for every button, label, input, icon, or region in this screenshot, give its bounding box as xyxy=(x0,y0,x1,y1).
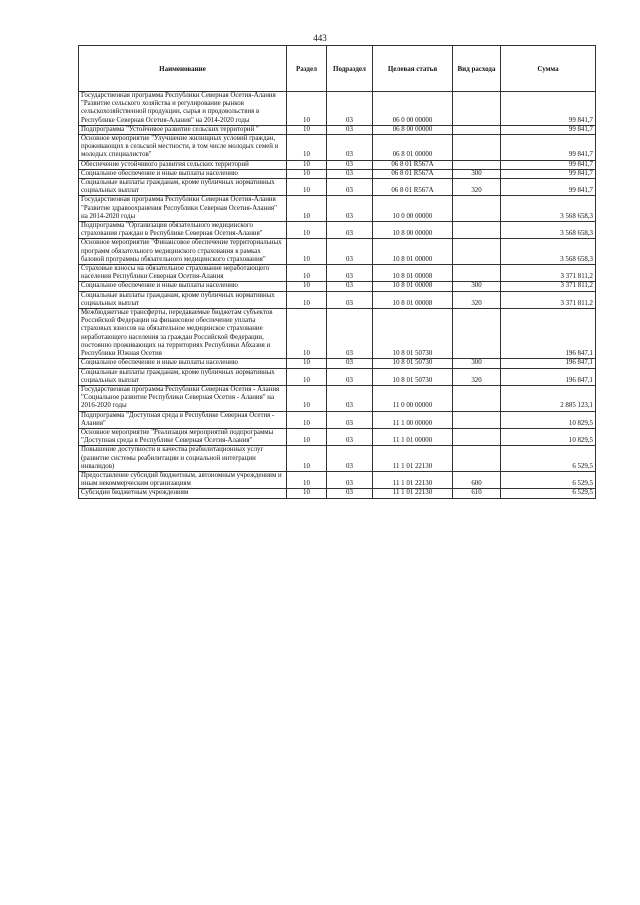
table-row xyxy=(79,135,596,161)
header-subsection: Подраздел xyxy=(327,46,373,92)
row-target-article: 11 1 01 22130 xyxy=(373,471,453,488)
row-amount: 10 829,5 xyxy=(501,428,596,445)
row-target-article: 10 8 01 00000 xyxy=(373,239,453,265)
row-target-article: 06 0 00 00000 xyxy=(373,92,453,126)
row-name: Социальное обеспечение и иные выплаты населению xyxy=(79,169,287,178)
row-section: 10 xyxy=(287,222,327,239)
row-expense-type: 610 xyxy=(453,489,501,498)
page-number: 443 xyxy=(313,33,327,43)
row-target-article: 11 1 01 22130 xyxy=(373,489,453,498)
row-section: 10 xyxy=(287,179,327,196)
table-header-row xyxy=(79,46,596,92)
row-name: Основное мероприятие "Реализация мероприятий подпрограммы "Доступная среда в Республике Северная Осетия-Алания" xyxy=(79,428,287,445)
row-target-article: 06 8 01 00000 xyxy=(373,135,453,161)
table-row xyxy=(79,291,596,308)
row-target-article: 10 8 01 50730 xyxy=(373,359,453,368)
row-expense-type xyxy=(453,446,501,472)
row-amount: 196 847,1 xyxy=(501,309,596,359)
row-amount: 99 841,7 xyxy=(501,92,596,126)
header-amount: Сумма xyxy=(501,46,596,92)
row-amount: 99 841,7 xyxy=(501,179,596,196)
row-expense-type xyxy=(453,265,501,282)
row-amount: 99 841,7 xyxy=(501,160,596,169)
row-section: 10 xyxy=(287,309,327,359)
table-row xyxy=(79,282,596,291)
row-subsection: 03 xyxy=(327,489,373,498)
row-subsection: 03 xyxy=(327,169,373,178)
row-subsection: 03 xyxy=(327,446,373,472)
row-expense-type xyxy=(453,196,501,222)
row-section: 10 xyxy=(287,385,327,411)
row-section: 10 xyxy=(287,135,327,161)
row-name: Подпрограмма "Организация обязательного медицинского страхования граждан в Республике Северная Осетия-Алания" xyxy=(79,222,287,239)
row-subsection: 03 xyxy=(327,160,373,169)
row-amount: 3 371 811,2 xyxy=(501,265,596,282)
table-row xyxy=(79,265,596,282)
table-row xyxy=(79,368,596,385)
row-section: 10 xyxy=(287,265,327,282)
row-name: Подпрограмма "Доступная среда в Республике Северная Осетия - Алания" xyxy=(79,411,287,428)
row-name: Государственная программа Республики Северная Осетия-Алания "Развитие здравоохранения Республики Северная Осетия-Алания" на 2014-2020 годы xyxy=(79,196,287,222)
row-expense-type: 320 xyxy=(453,368,501,385)
row-subsection: 03 xyxy=(327,265,373,282)
row-expense-type xyxy=(453,385,501,411)
row-name: Основное мероприятие "Улучшение жилищных условий граждан, проживающих в сельской местности, в том числе молодых семей и молодых специалистов" xyxy=(79,135,287,161)
row-name: Субсидии бюджетным учреждениям xyxy=(79,489,287,498)
table-row xyxy=(79,428,596,445)
row-name: Страховые взносы на обязательное страхование неработающего населения Республики Северная Осетия-Алания xyxy=(79,265,287,282)
row-expense-type xyxy=(453,411,501,428)
table-body xyxy=(79,92,596,499)
row-amount: 99 841,7 xyxy=(501,169,596,178)
row-section: 10 xyxy=(287,471,327,488)
row-subsection: 03 xyxy=(327,471,373,488)
row-subsection: 03 xyxy=(327,411,373,428)
row-subsection: 03 xyxy=(327,291,373,308)
row-amount: 196 847,1 xyxy=(501,368,596,385)
row-subsection: 03 xyxy=(327,222,373,239)
row-target-article: 11 1 01 00000 xyxy=(373,428,453,445)
table-row xyxy=(79,385,596,411)
row-subsection: 03 xyxy=(327,309,373,359)
row-amount: 2 885 123,1 xyxy=(501,385,596,411)
row-target-article: 10 0 00 00000 xyxy=(373,196,453,222)
row-name: Межбюджетные трансферты, передаваемые бюджетам субъектов Российской Федерации на финансовое обеспечение уплаты страховых взносов на обязательное медицинское страхование неработающего населения за граждан Российской Федерации, постоянно проживающих на территориях Республики Абхазия и Республики Южная Осетия xyxy=(79,309,287,359)
row-target-article: 10 8 01 00008 xyxy=(373,265,453,282)
row-subsection: 03 xyxy=(327,239,373,265)
row-target-article: 10 8 01 00008 xyxy=(373,282,453,291)
row-target-article: 10 8 01 50730 xyxy=(373,309,453,359)
row-section: 10 xyxy=(287,169,327,178)
row-section: 10 xyxy=(287,239,327,265)
row-subsection: 03 xyxy=(327,282,373,291)
row-expense-type: 300 xyxy=(453,282,501,291)
row-section: 10 xyxy=(287,359,327,368)
table-row xyxy=(79,411,596,428)
row-name: Государственная программа Республики Северная Осетия-Алания "Развитие сельского хозяйства и регулирование рынков сельскохозяйственной продукции, сырья и продовольствия в Республике Северная Осетия-Алания" на 2014-2020 годы xyxy=(79,92,287,126)
row-expense-type: 300 xyxy=(453,169,501,178)
row-amount: 3 568 658,3 xyxy=(501,239,596,265)
row-expense-type xyxy=(453,125,501,134)
row-target-article: 10 8 01 50730 xyxy=(373,368,453,385)
row-name: Предоставление субсидий бюджетным, автономным учреждениям и иным некоммерческим организациям xyxy=(79,471,287,488)
header-expense-type: Вид расхода xyxy=(453,46,501,92)
row-name: Обеспечение устойчивого развития сельских территорий xyxy=(79,160,287,169)
table-row xyxy=(79,179,596,196)
row-name: Социальные выплаты гражданам, кроме публичных нормативных социальных выплат xyxy=(79,368,287,385)
row-amount: 196 847,1 xyxy=(501,359,596,368)
budget-table xyxy=(78,45,596,499)
header-section: Раздел xyxy=(287,46,327,92)
row-amount: 99 841,7 xyxy=(501,125,596,134)
row-amount: 99 841,7 xyxy=(501,135,596,161)
row-name: Социальное обеспечение и иные выплаты населению xyxy=(79,359,287,368)
row-name: Социальное обеспечение и иные выплаты населению xyxy=(79,282,287,291)
row-subsection: 03 xyxy=(327,125,373,134)
row-expense-type: 320 xyxy=(453,291,501,308)
row-target-article: 06 8 01 R567A xyxy=(373,169,453,178)
row-subsection: 03 xyxy=(327,368,373,385)
row-section: 10 xyxy=(287,196,327,222)
row-amount: 3 371 811,2 xyxy=(501,282,596,291)
row-expense-type xyxy=(453,428,501,445)
row-subsection: 03 xyxy=(327,359,373,368)
row-target-article: 11 0 00 00000 xyxy=(373,385,453,411)
row-expense-type xyxy=(453,160,501,169)
row-expense-type: 600 xyxy=(453,471,501,488)
row-section: 10 xyxy=(287,92,327,126)
row-subsection: 03 xyxy=(327,135,373,161)
table-row xyxy=(79,309,596,359)
table-row xyxy=(79,160,596,169)
row-section: 10 xyxy=(287,428,327,445)
row-section: 10 xyxy=(287,291,327,308)
table-row xyxy=(79,92,596,126)
row-name: Социальные выплаты гражданам, кроме публичных нормативных социальных выплат xyxy=(79,179,287,196)
header-name: Наименование xyxy=(79,46,287,92)
row-target-article: 06 8 01 R567A xyxy=(373,160,453,169)
row-section: 10 xyxy=(287,489,327,498)
row-target-article: 11 1 01 22130 xyxy=(373,446,453,472)
row-expense-type: 300 xyxy=(453,359,501,368)
row-expense-type xyxy=(453,239,501,265)
table-row xyxy=(79,222,596,239)
row-target-article: 10 8 00 00000 xyxy=(373,222,453,239)
table-row xyxy=(79,125,596,134)
row-amount: 3 568 658,3 xyxy=(501,196,596,222)
row-subsection: 03 xyxy=(327,428,373,445)
row-amount: 6 529,5 xyxy=(501,471,596,488)
row-subsection: 03 xyxy=(327,385,373,411)
table-row xyxy=(79,489,596,498)
row-target-article: 10 8 01 00008 xyxy=(373,291,453,308)
row-subsection: 03 xyxy=(327,92,373,126)
row-name: Подпрограмма "Устойчивое развитие сельских территорий " xyxy=(79,125,287,134)
header-target-article: Целевая статья xyxy=(373,46,453,92)
table-row xyxy=(79,359,596,368)
row-section: 10 xyxy=(287,411,327,428)
row-target-article: 06 8 00 00000 xyxy=(373,125,453,134)
row-name: Повышение доступности и качества реабилитационных услуг (развитие системы реабилитации и социальной интеграции инвалидов) xyxy=(79,446,287,472)
row-target-article: 11 1 00 00000 xyxy=(373,411,453,428)
table-row xyxy=(79,239,596,265)
row-name: Основное мероприятие "Финансовое обеспечение территориальных программ обязательного медицинского страхования в рамках базовой программы обязательного медицинского страхования" xyxy=(79,239,287,265)
row-section: 10 xyxy=(287,368,327,385)
table-row xyxy=(79,196,596,222)
row-expense-type xyxy=(453,92,501,126)
row-name: Социальные выплаты гражданам, кроме публичных нормативных социальных выплат xyxy=(79,291,287,308)
row-expense-type: 320 xyxy=(453,179,501,196)
table-row xyxy=(79,446,596,472)
row-expense-type xyxy=(453,222,501,239)
row-section: 10 xyxy=(287,282,327,291)
row-subsection: 03 xyxy=(327,179,373,196)
row-section: 10 xyxy=(287,160,327,169)
row-name: Государственная программа Республики Северная Осетия - Алания "Социальное развитие Республики Северная Осетия - Алания" на 2016-2020 годы xyxy=(79,385,287,411)
row-amount: 3 568 658,3 xyxy=(501,222,596,239)
row-section: 10 xyxy=(287,125,327,134)
row-amount: 3 371 811,2 xyxy=(501,291,596,308)
row-expense-type xyxy=(453,309,501,359)
row-section: 10 xyxy=(287,446,327,472)
row-amount: 6 529,5 xyxy=(501,489,596,498)
table-row xyxy=(79,169,596,178)
row-amount: 10 829,5 xyxy=(501,411,596,428)
row-expense-type xyxy=(453,135,501,161)
row-target-article: 06 8 01 R567A xyxy=(373,179,453,196)
table-row xyxy=(79,471,596,488)
row-subsection: 03 xyxy=(327,196,373,222)
row-amount: 6 529,5 xyxy=(501,446,596,472)
